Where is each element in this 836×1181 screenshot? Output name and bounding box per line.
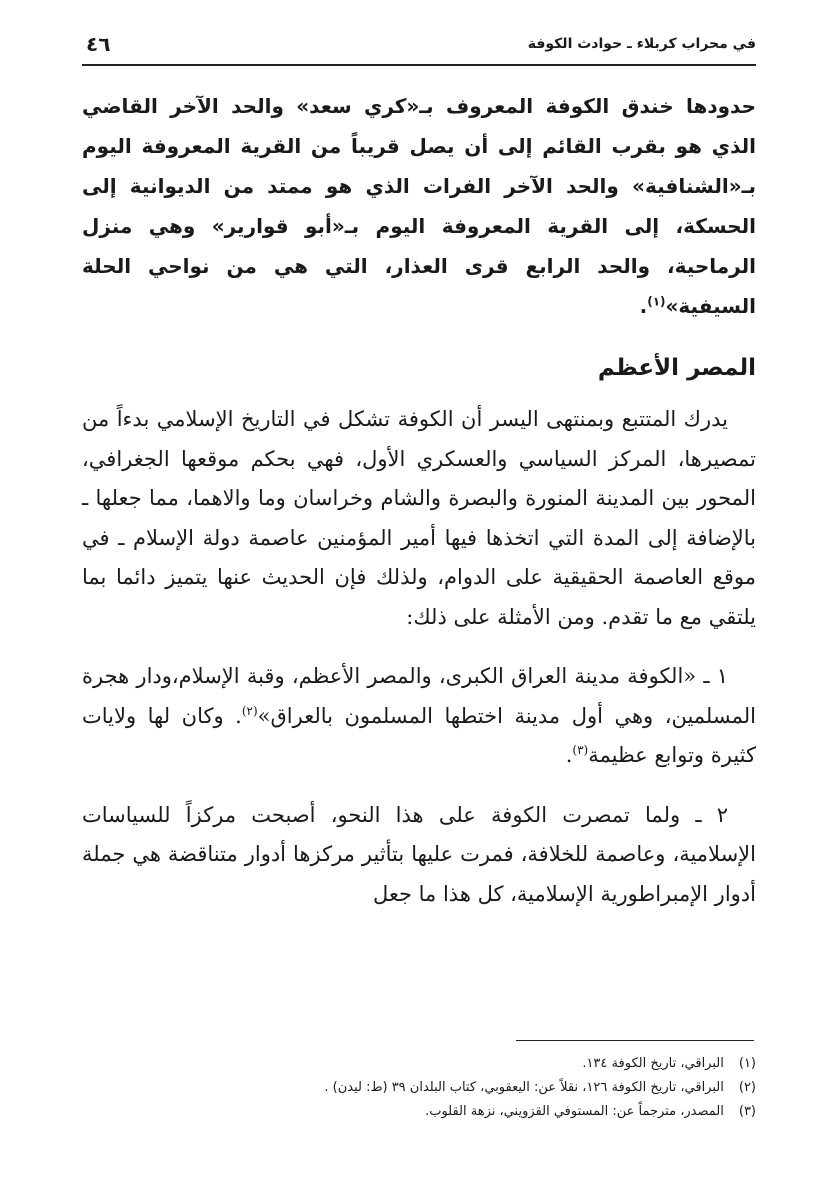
footnote-ref-1[interactable]: (١) [647, 294, 666, 309]
footnote-item [82, 1100, 756, 1124]
footnote-text: البراقي، تاريخ الكوفة ١٢٦، نقلاً عن: اليعقوبي، كتاب البلدان ٣٩ (ط: ليدن) . [324, 1080, 724, 1095]
running-head [82, 30, 756, 64]
footnote-text: المصدر، مترجماً عن: المستوفي القزويني، نزهة القلوب. [425, 1104, 724, 1119]
footnote-number: (١) [738, 1056, 756, 1071]
list-item-1-mid: . وكان لها ولايات كثيرة وتوابع عظيمة [82, 703, 756, 767]
opening-paragraph-end: . [639, 294, 648, 318]
list-item-1 [82, 657, 756, 776]
page-number: ٤٦ [86, 32, 111, 56]
list-item-1-end: . [565, 743, 573, 767]
running-title: في محراب كربلاء ـ حوادث الكوفة [527, 36, 756, 52]
opening-paragraph-text: حدودها خندق الكوفة المعروف بـ«كري سعد» والحد الآخر القاضي الذي هو بقرب القائم إلى أن يصل قريباً من القرية المعروفة اليوم بـ«الشنافية» والحد الآخر الفرات الذي هو ممتد من الديوانية إلى الحسكة، إلى القرية المعروفة اليوم بـ«أبو قوارير» وهي منزل الرماحية، والحد الرابع قرى العذار، التي هي من نواحي الحلة السيفية» [82, 94, 756, 318]
footnote-number: (٣) [738, 1104, 756, 1119]
footnote-item [82, 1076, 756, 1100]
footnote-number: (٢) [738, 1080, 756, 1095]
footnote-ref-2[interactable]: (٢) [241, 703, 258, 718]
header-divider [82, 64, 756, 66]
body-text [82, 86, 756, 914]
footnotes [82, 1052, 756, 1124]
footnote-text: البراقي، تاريخ الكوفة ١٣٤. [582, 1056, 724, 1071]
footnote-ref-3[interactable]: (٣) [572, 743, 589, 757]
main-paragraph: يدرك المتتبع وبمنتهى اليسر أن الكوفة تشكل في التاريخ الإسلامي بدءاً من تمصيرها، المركز السياسي والعسكري الأول، فهي بحكم موقعها الجغرافي، المحور بين المدينة المنورة والبصرة والشام وخراسان وما والاهما، مما جعلها ـ بالإضافة إلى المدة التي اتخذها فيها أمير المؤمنين عاصمة دولة الإسلام ـ في موقع العاصمة الحقيقية على الدوام، ولذلك فإن الحديث عنها يتميز دائما بما يلتقي مع ما تقدم. ومن الأمثلة على ذلك: [82, 407, 756, 629]
opening-paragraph [82, 86, 756, 326]
list-item-2: ٢ ـ ولما تمصرت الكوفة على هذا النحو، أصبحت مركزاً للسياسات الإسلامية، وعاصمة للخلافة، فمرت عليها بتأثير مركزها أدوار متناقضة هي جملة أدوار الإمبراطورية الإسلامية، كل هذا ما جعل [82, 802, 756, 906]
footnote-item [82, 1052, 756, 1076]
list-item-1-text: ١ ـ «الكوفة مدينة العراق الكبرى، والمصر الأعظم، وقبة الإسلام،ودار هجرة المسلمين، وهي أول مدينة اختطها المسلمون بالعراق» [82, 664, 756, 728]
section-heading: المصر الأعظم [597, 355, 756, 381]
footnote-divider [516, 1040, 754, 1041]
